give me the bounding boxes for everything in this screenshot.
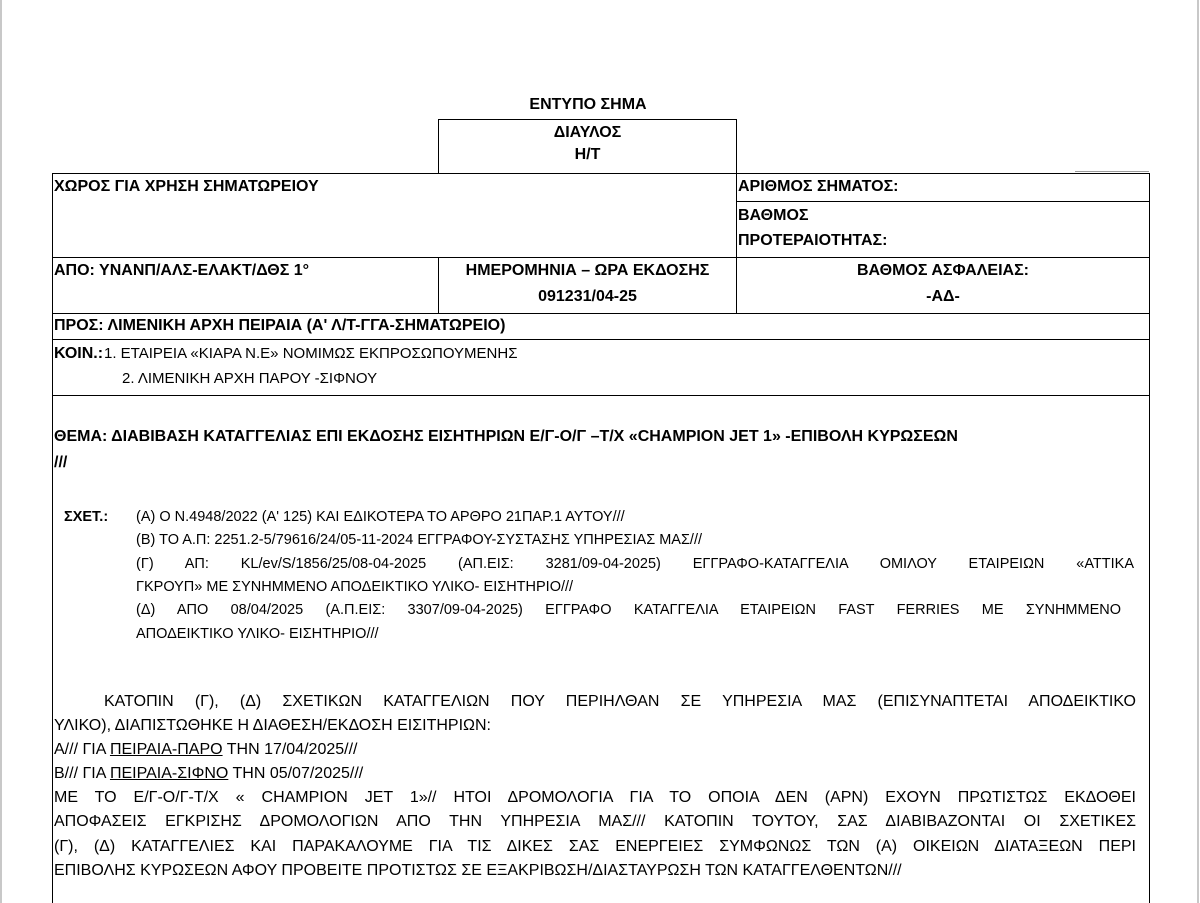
grid-line <box>52 173 53 903</box>
page-border-left <box>0 0 2 903</box>
body-paragraph-line: ΚΑΤΟΠΙΝ (Γ), (Δ) ΣΧΕΤΙΚΩΝ ΚΑΤΑΓΓΕΛΙΩΝ ΠΟΥ ΠΕΡΙΗΛΘΑΝ ΣΕ ΥΠΗΡΕΣΙΑ ΜΑΣ (ΕΠΙΣΥΝΑΠΤΕΤΑΙ ΑΠΟΔΕΙΚΤΙΚΟ <box>104 693 1136 710</box>
page-border-right <box>1197 0 1199 903</box>
reference-line: (Γ) ΑΠ: KL/ev/S/1856/25/08-04-2025 (ΑΠ.ΕΙΣ: 3281/09-04-2025) ΕΓΓΡΑΦΟ-ΚΑΤΑΓΓΕΛΙΑ ΟΜΙΛΟΥ ΕΤΑΙΡΕΙΩΝ «ΑΤΤΙΚΑ <box>136 556 1134 572</box>
body-paragraph-line: ΑΠΟΦΑΣΕΙΣ ΕΓΚΡΙΣΗΣ ΔΡΟΜΟΛΟΓΙΩΝ ΑΠΟ ΤΗΝ ΥΠΗΡΕΣΙΑ ΜΑΣ/// ΚΑΤΟΠΙΝ ΤΟΥΤΟΥ, ΣΑΣ ΔΙΑΒΙΒΑΖΟΝΤΑΙ ΟΙ ΣΧΕΤΙΚΕΣ <box>54 813 1136 830</box>
to-value: ΛΙΜΕΝΙΚΗ ΑΡΧΗ ΠΕΙΡΑΙΑ (Α' Λ/Τ-ΓΓΑ-ΣΗΜΑΤΩΡΕΙΟ) <box>107 317 506 334</box>
reference-line: ΑΠΟΔΕΙΚΤΙΚΟ ΥΛΙΚΟ- ΕΙΣΗΤΗΡΙΟ/// <box>136 626 379 642</box>
cc-item: 1. ΕΤΑΙΡΕΙΑ «ΚΙΑΡΑ Ν.Ε» ΝΟΜΙΜΩΣ ΕΚΠΡΟΣΩΠΟΥΜΕΝΗΣ <box>104 345 518 362</box>
channel-value: Η/Τ <box>574 146 601 163</box>
grid-line <box>1075 171 1149 172</box>
route-a-line <box>54 739 357 761</box>
from-field <box>54 260 309 282</box>
body-paragraph-line: ΥΛΙΚΟ), ΔΙΑΠΙΣΤΩΘΗΚΕ Η ΔΙΑΘΕΣΗ/ΕΚΔΟΣΗ ΕΙΣΙΤΗΡΙΩΝ: <box>54 717 491 734</box>
signal-office-area-label: ΧΩΡΟΣ ΓΙΑ ΧΡΗΣΗ ΣΗΜΑΤΩΡΕΙΟΥ <box>54 178 319 195</box>
cc-label: ΚΟΙΝ.: <box>54 345 104 362</box>
from-label: ΑΠΟ: <box>54 262 95 279</box>
route-b-line <box>54 763 363 785</box>
grid-line <box>736 173 737 257</box>
grid-line <box>52 313 1150 314</box>
route-b-name: ΠΕΙΡΑΙΑ-ΣΙΦΝΟ <box>109 765 229 782</box>
grid-line <box>52 395 1150 396</box>
body-paragraph-line: (Γ), (Δ) ΚΑΤΑΓΓΕΛΙΕΣ ΚΑΙ ΠΑΡΑΚΑΛΟΥΜΕ ΓΙΑ ΤΙΣ ΔΙΚΕΣ ΣΑΣ ΕΝΕΡΓΕΙΕΣ ΣΥΜΦΩΝΩΣ ΤΩΝ (Α) ΟΙΚΕΙΩΝ ΔΙΑΤΑΞΕΩΝ ΠΕΡΙ <box>54 838 1136 855</box>
body-paragraph-line: ΜΕ ΤΟ Ε/Γ-Ο/Γ-Τ/Χ « CHAMPION JET 1»// ΗΤΟΙ ΔΡΟΜΟΛΟΓΙΑ ΓΙΑ ΤΟ ΟΠΟΙΑ ΔΕΝ (ΑΡΝ) ΕΧΟΥΝ ΠΡΩΤΙΣΤΩΣ ΕΚΔΟΘΕΙ <box>54 789 1136 806</box>
route-a-prefix: Α/// ΓΙΑ <box>54 741 110 758</box>
grid-line <box>438 119 736 120</box>
reference-line: ΓΚΡΟΥΠ» ΜΕ ΣΥΝΗΜΜΕΝΟ ΑΠΟΔΕΙΚΤΙΚΟ ΥΛΙΚΟ- ΕΙΣΗΤΗΡΙΟ/// <box>136 579 574 595</box>
reference-line: (Α) Ο Ν.4948/2022 (Α' 125) ΚΑΙ ΕΔΙΚΟΤΕΡΑ ΤΟ ΑΡΘΡΟ 21ΠΑΡ.1 ΑΥΤΟΥ/// <box>136 509 625 525</box>
issue-datetime-label: ΗΜΕΡΟΜΗΝΙΑ – ΩΡΑ ΕΚΔΟΣΗΣ <box>465 262 710 279</box>
grid-line <box>52 173 1150 174</box>
priority-label-line2: ΠΡΟΤΕΡΑΙΟΤΗΤΑΣ: <box>738 232 888 249</box>
grid-line <box>736 119 737 173</box>
grid-line <box>1149 173 1150 903</box>
references-label: ΣΧΕΤ.: <box>64 509 109 525</box>
form-title: ΕΝΤΥΠΟ ΣΗΜΑ <box>529 96 647 113</box>
channel-label: ΔΙΑΥΛΟΣ <box>553 124 622 141</box>
reference-line: (Β) ΤΟ Α.Π: 2251.2-5/79616/24/05-11-2024 ΕΓΓΡΑΦΟΥ-ΣΥΣΤΑΣΗΣ ΥΠΗΡΕΣΙΑΣ ΜΑΣ/// <box>136 532 703 548</box>
route-b-suffix: ΤΗΝ 05/07/2025/// <box>228 765 364 782</box>
priority-label-line1: ΒΑΘΜΟΣ <box>738 207 809 224</box>
reference-line: (Δ) ΑΠΟ 08/04/2025 (Α.Π.ΕΙΣ: 3307/09-04-2025) ΕΓΓΡΑΦΟ ΚΑΤΑΓΓΕΛΙΑ ΕΤΑΙΡΕΙΩΝ FAST FERRIES ΜΕ ΣΥΝΗΜΜΕΝΟ <box>136 602 1121 618</box>
subject-line2: /// <box>54 454 68 471</box>
from-value: ΥΝΑΝΠ/ΑΛΣ-ΕΛΑΚΤ/ΔΘΣ 1° <box>99 262 310 279</box>
security-level-value: -ΑΔ- <box>926 288 960 305</box>
grid-line <box>52 339 1150 340</box>
to-field <box>54 315 505 337</box>
cc-item: 2. ΛΙΜΕΝΙΚΗ ΑΡΧΗ ΠΑΡΟΥ -ΣΙΦΝΟΥ <box>122 370 378 387</box>
body-paragraph-line: ΕΠΙΒΟΛΗΣ ΚΥΡΩΣΕΩΝ ΑΦΟΥ ΠΡΟΒΕΙΤΕ ΠΡΟΤΙΣΤΩΣ ΣΕ ΕΞΑΚΡΙΒΩΣΗ/ΔΙΑΣΤΑΥΡΩΣΗ ΤΩΝ ΚΑΤΑΓΓΕΛΘΕΝΤΩΝ/// <box>54 862 902 879</box>
issue-datetime-value: 091231/04-25 <box>538 288 637 305</box>
grid-line <box>52 257 1150 258</box>
signal-number-label: ΑΡΙΘΜΟΣ ΣΗΜΑΤΟΣ: <box>738 178 899 195</box>
grid-line <box>736 201 1149 202</box>
security-level-label: ΒΑΘΜΟΣ ΑΣΦΑΛΕΙΑΣ: <box>856 262 1030 279</box>
route-b-prefix: Β/// ΓΙΑ <box>54 765 110 782</box>
subject-line1: ΘΕΜΑ: ΔΙΑΒΙΒΑΣΗ ΚΑΤΑΓΓΕΛΙΑΣ ΕΠΙ ΕΚΔΟΣΗΣ ΕΙΣΗΤΗΡΙΩΝ Ε/Γ-Ο/Γ –Τ/Χ «CHAMPION JET 1» -ΕΠΙΒΟΛΗ ΚΥΡΩΣΕΩΝ <box>54 428 958 445</box>
route-a-name: ΠΕΙΡΑΙΑ-ΠΑΡΟ <box>109 741 223 758</box>
to-label: ΠΡΟΣ: <box>54 317 104 334</box>
route-a-suffix: ΤΗΝ 17/04/2025/// <box>222 741 358 758</box>
